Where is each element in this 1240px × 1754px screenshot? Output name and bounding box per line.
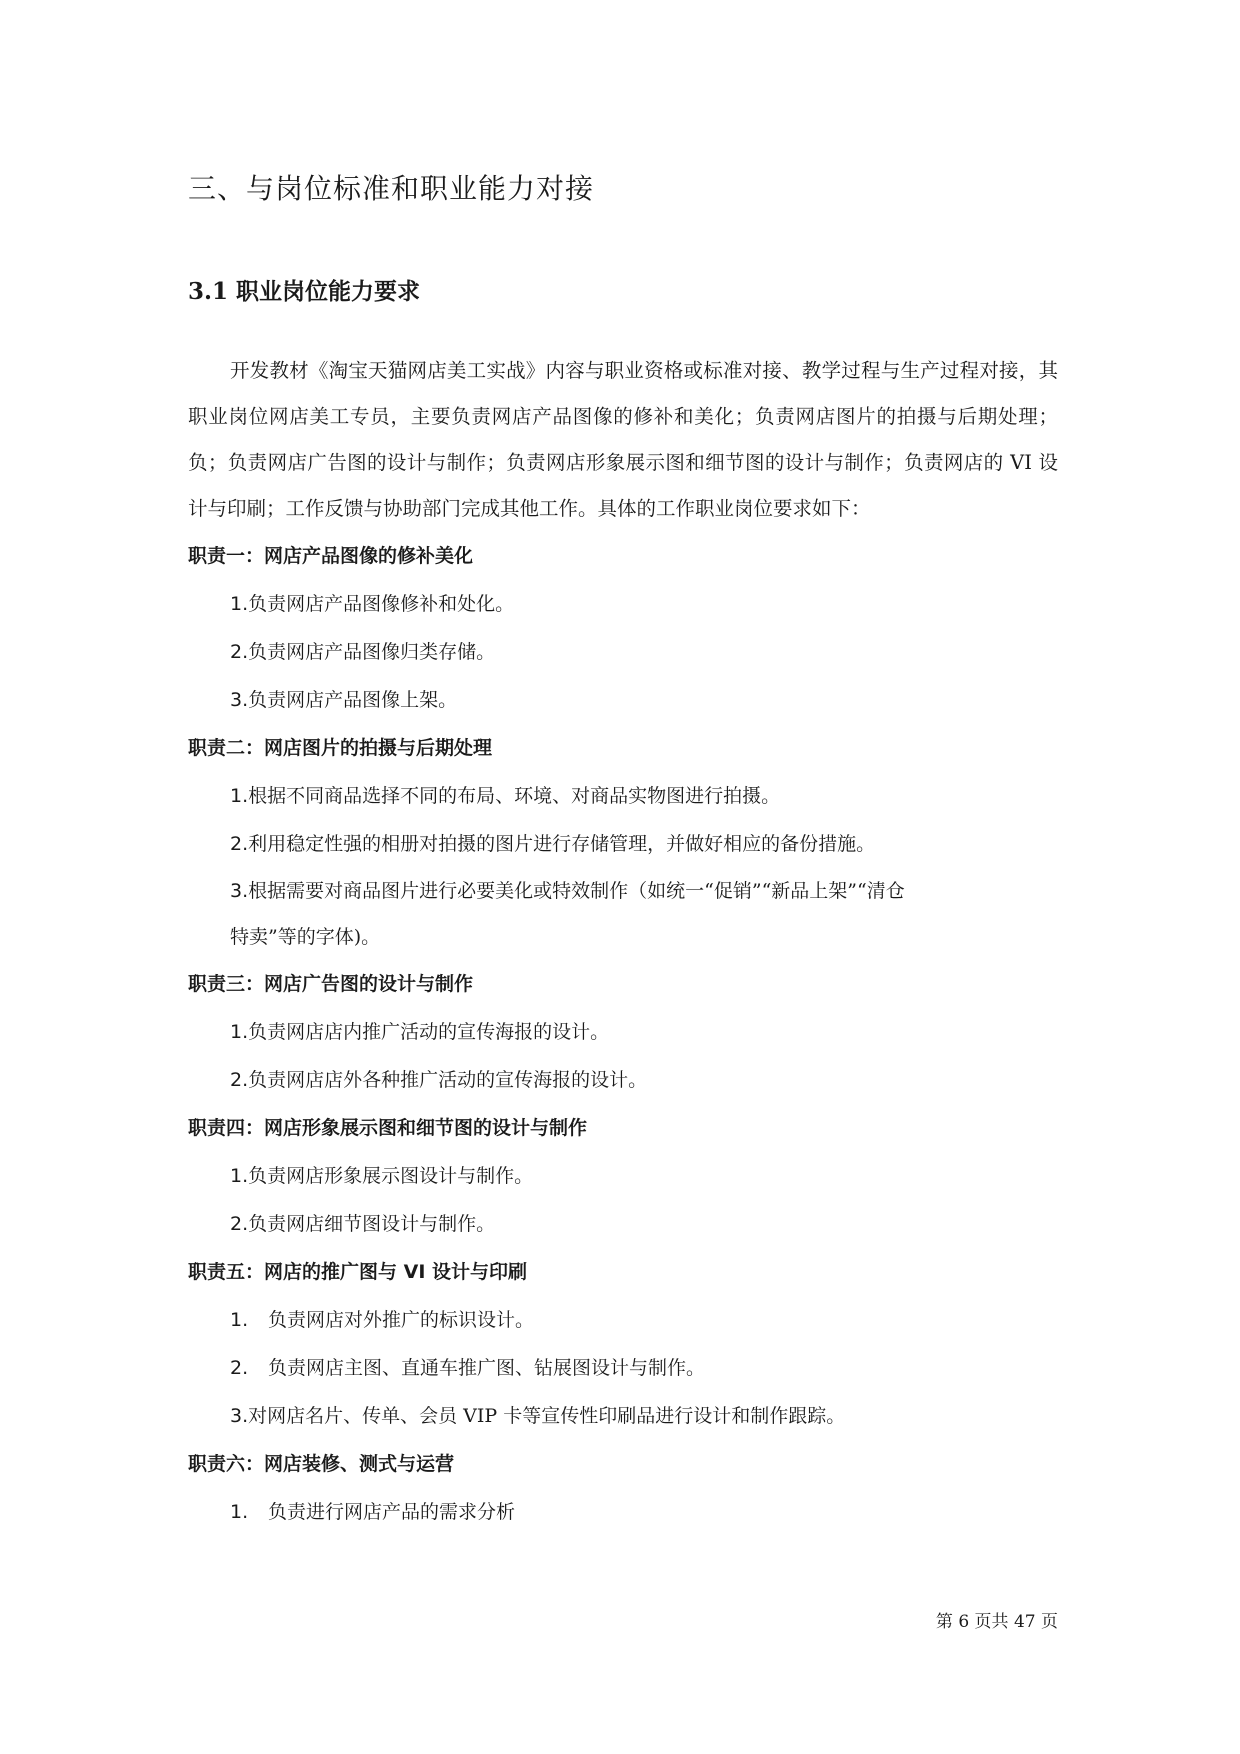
duty-heading: 职责四：网店形象展示图和细节图的设计与制作 <box>188 1117 588 1139</box>
duty-heading: 职责一：网店产品图像的修补美化 <box>188 545 474 567</box>
item-number: 2. <box>230 1069 249 1091</box>
section-title: 3.1 职业岗位能力要求 <box>188 278 421 305</box>
item-text: 负责网店形象展示图设计与制作。 <box>248 1165 534 1187</box>
duty-heading: 职责二：网店图片的拍摄与后期处理 <box>188 737 493 759</box>
duty-section <box>188 1248 1058 1440</box>
item-text: 根据需要对商品图片进行必要美化或特效制作（如统一“促销”“新品上架”“清仓特卖”等的字体)。 <box>230 880 905 948</box>
item-text: 负责网店产品图像上架。 <box>248 689 458 711</box>
duty-heading: 职责三：网店广告图的设计与制作 <box>188 973 474 995</box>
list-item <box>188 772 1058 820</box>
list-item <box>188 1056 1058 1104</box>
page-content <box>188 348 1058 1536</box>
duty-section <box>188 1104 1058 1248</box>
item-text: 对网店名片、传单、会员 VIP 卡等宣传性印刷品进行设计和制作跟踪。 <box>248 1405 846 1427</box>
item-text: 负责网店店内推广活动的宣传海报的设计。 <box>248 1021 610 1043</box>
item-text: 负责网店细节图设计与制作。 <box>248 1213 496 1235</box>
item-number: 2. <box>230 1213 249 1235</box>
list-item <box>188 1392 1058 1440</box>
item-number: 3. <box>230 1405 249 1427</box>
item-number: 1. <box>230 1165 249 1187</box>
page-number-footer: 第 6 页共 47 页 <box>935 1612 1058 1632</box>
item-number: 3. <box>230 880 249 902</box>
item-number: 1. <box>230 785 249 807</box>
item-number: 1. <box>230 1309 249 1331</box>
item-number: 1. <box>230 593 249 615</box>
item-text: 利用稳定性强的相册对拍摄的图片进行存储管理，并做好相应的备份措施。 <box>248 833 876 855</box>
list-item <box>188 1296 1058 1344</box>
list-item <box>188 868 1058 960</box>
duty-heading: 职责五：网店的推广图与 VI 设计与印刷 <box>188 1261 528 1283</box>
duty-section <box>188 724 1058 960</box>
duty-section <box>188 1440 1058 1536</box>
duty-section <box>188 532 1058 724</box>
item-text: 负责网店产品图像归类存储。 <box>248 641 496 663</box>
list-item <box>188 1344 1058 1392</box>
chapter-title: 三、与岗位标准和职业能力对接 <box>188 172 595 205</box>
list-item <box>188 1008 1058 1056</box>
item-number: 2. <box>230 1357 249 1379</box>
list-item <box>188 1200 1058 1248</box>
list-item <box>188 580 1058 628</box>
item-text: 负责网店主图、直通车推广图、钻展图设计与制作。 <box>268 1357 706 1379</box>
item-text: 负责网店产品图像修补和处化。 <box>248 593 515 615</box>
item-number: 1. <box>230 1501 249 1523</box>
item-text: 负责网店店外各种推广活动的宣传海报的设计。 <box>248 1069 648 1091</box>
duty-heading: 职责六：网店装修、测式与运营 <box>188 1453 455 1475</box>
intro-paragraph: 开发教材《淘宝天猫网店美工实战》内容与职业资格或标准对接、教学过程与生产过程对接，其职业岗位网店美工专员，主要负责网店产品图像的修补和美化；负责网店图片的拍摄与后期处理；负；负责网店广告图的设计与制作；负责网店形象展示图和细节图的设计与制作；负责网店的 VI 设计与印刷；工作反馈与协助部门完成其他工作。具体的工作职业岗位要求如下： <box>188 359 1058 520</box>
list-item <box>188 676 1058 724</box>
item-text: 负责进行网店产品的需求分析 <box>268 1501 516 1523</box>
item-number: 3. <box>230 689 249 711</box>
item-text: 负责网店对外推广的标识设计。 <box>268 1309 535 1331</box>
duty-section <box>188 960 1058 1104</box>
item-text: 根据不同商品选择不同的布局、环境、对商品实物图进行拍摄。 <box>248 785 781 807</box>
item-number: 2. <box>230 833 249 855</box>
list-item <box>188 628 1058 676</box>
item-number: 1. <box>230 1021 249 1043</box>
list-item <box>188 1488 1058 1536</box>
item-number: 2. <box>230 641 249 663</box>
list-item <box>188 820 1058 868</box>
list-item <box>188 1152 1058 1200</box>
